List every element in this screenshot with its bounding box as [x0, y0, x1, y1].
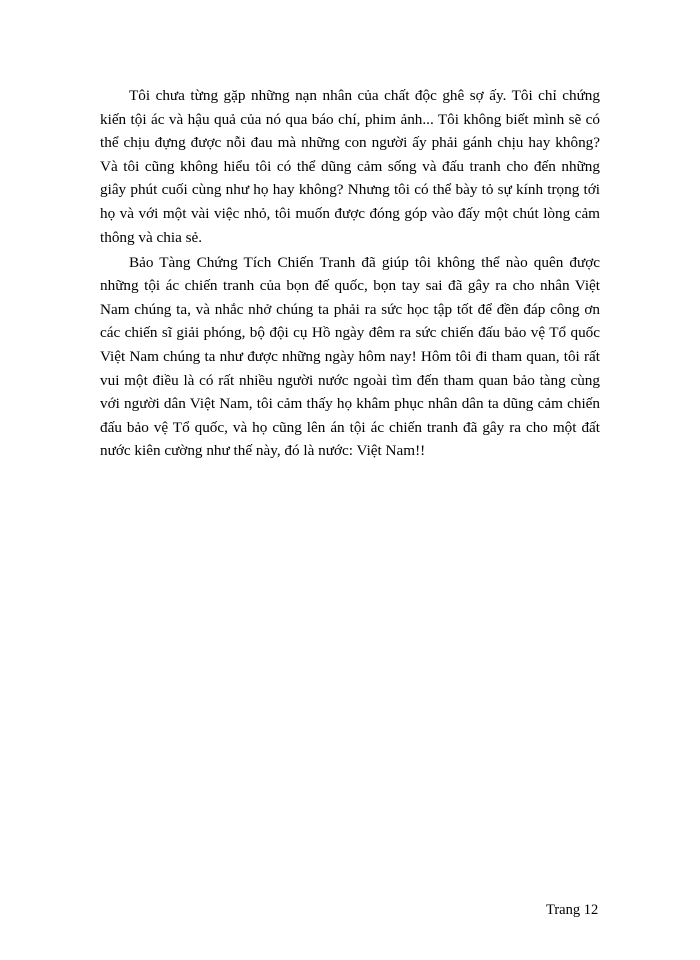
paragraph-1: Tôi chưa từng gặp những nạn nhân của chất độc ghê sợ ấy. Tôi chỉ chứng kiến tội ác và hậu quả của nó qua báo chí, phim ảnh... Tôi không biết mình sẽ có thể chịu đựng được nỗi đau mà những con người ấy phải gánh chịu hay không? Và tôi cũng không hiểu tôi có thể dũng cảm sống và đấu tranh cho đến những giây phút cuối cùng như họ hay không? Nhưng tôi có thể bày tỏ sự kính trọng tới họ và với một vài việc nhỏ, tôi muốn được đóng góp vào đấy một chút lòng cảm thông và chia sẻ.: [100, 87, 600, 246]
page-number: Trang 12: [546, 902, 599, 918]
paragraph-2: Bảo Tàng Chứng Tích Chiến Tranh đã giúp tôi không thể nào quên được những tội ác chiến tranh của bọn đế quốc, bọn tay sai đã gây ra cho nhân Việt Nam chúng ta, và nhắc nhở chúng ta phải ra sức học tập tốt để đền đáp công ơn các chiến sĩ giải phóng, bộ đội cụ Hồ ngày đêm ra sức chiến đấu bảo vệ Tổ quốc Việt Nam chúng ta như được những ngày hôm nay! Hôm tôi đi tham quan, tôi rất vui một điều là có rất nhiều người nước ngoài tìm đến tham quan bảo tàng cùng với người dân Việt Nam, tôi cảm thấy họ khâm phục nhân dân ta dũng cảm chiến đấu bảo vệ Tổ quốc, và họ cũng lên án tội ác chiến tranh đã gây ra cho một đất nước kiên cường như thế này, đó là nước: Việt Nam!!: [100, 253, 600, 460]
document-body: [100, 84, 600, 463]
